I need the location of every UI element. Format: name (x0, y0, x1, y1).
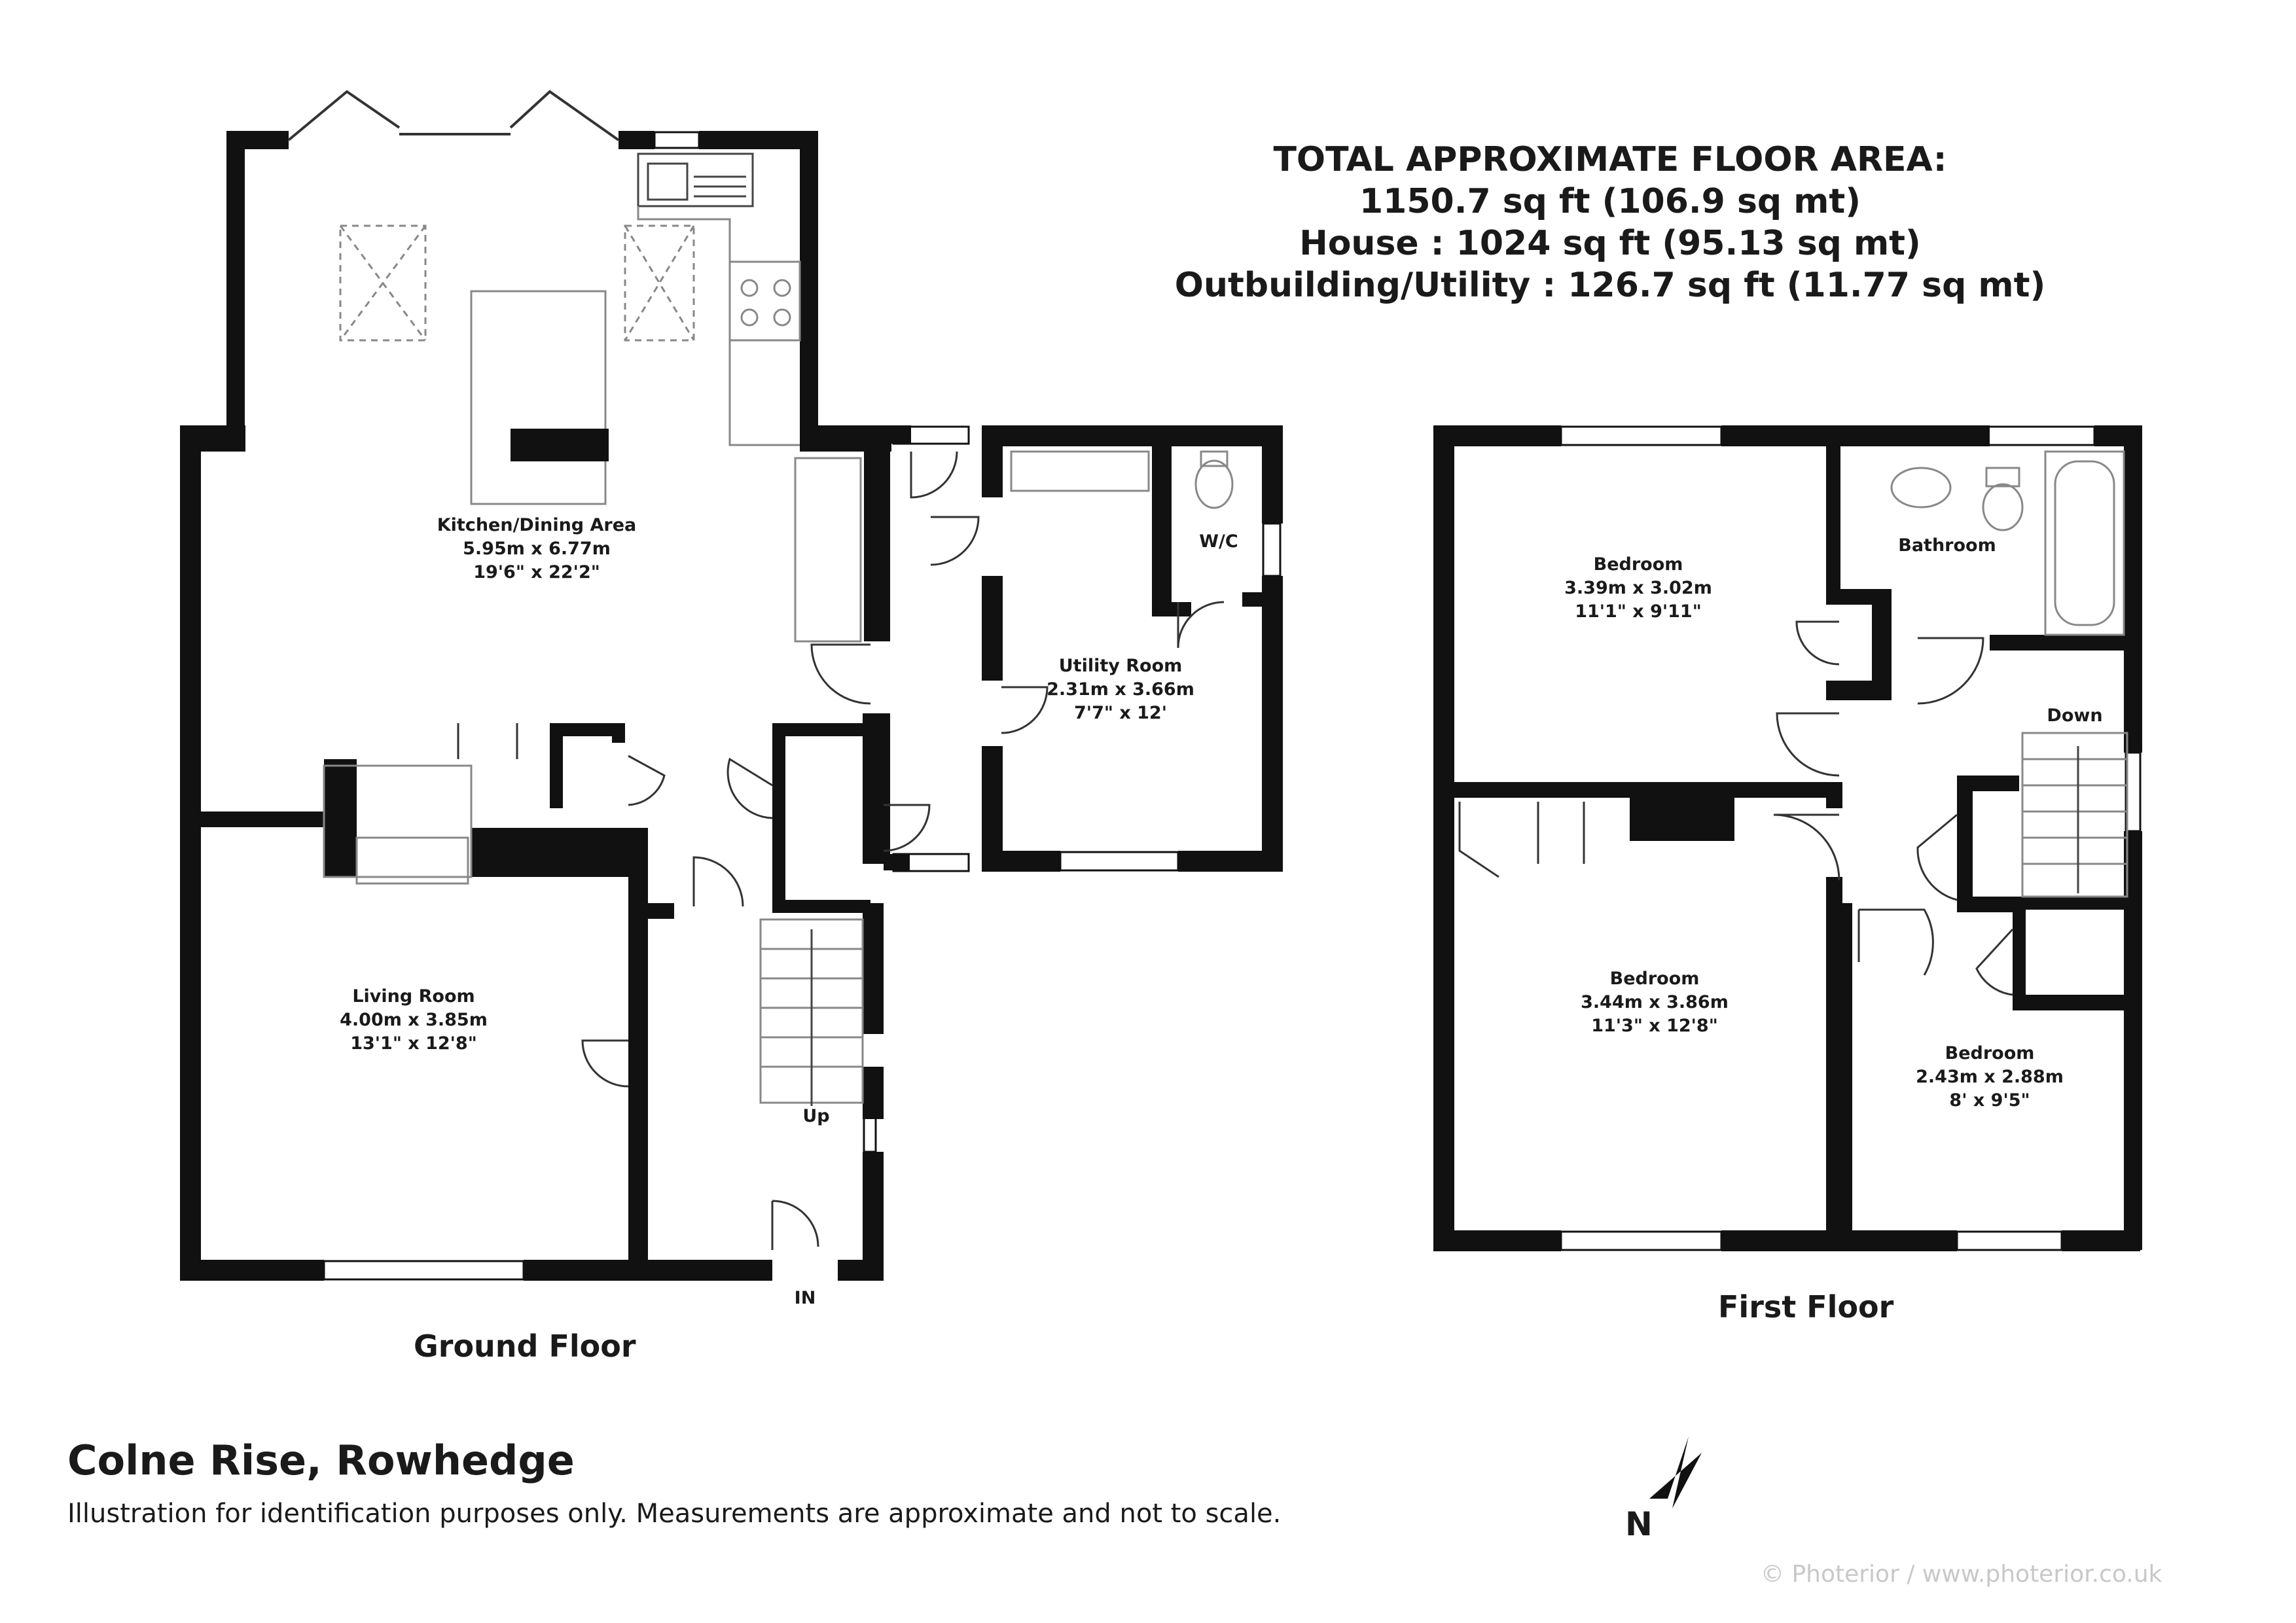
first-floor-plan (1433, 425, 2142, 1251)
room-imperial: 13'1" x 12'8" (350, 1033, 477, 1054)
room-living (340, 985, 488, 1056)
area-title: TOTAL APPROXIMATE FLOOR AREA: (1273, 140, 1947, 179)
room-bedroom-2 (1581, 967, 1729, 1038)
room-bedroom-1 (1564, 553, 1712, 624)
disclaimer-text: Illustration for identification purposes only. Measurements are approximate and not to scale. (67, 1499, 1282, 1529)
photographer-credit: © Photerior / www.photerior.co.uk (1761, 1561, 2162, 1588)
room-metric: 5.95m x 6.77m (463, 539, 611, 559)
entrance-label: IN (794, 1288, 816, 1308)
room-name: Kitchen/Dining Area (437, 515, 637, 535)
property-address: Colne Rise, Rowhedge (67, 1436, 575, 1484)
first-floor-doors (1460, 622, 2013, 995)
room-imperial: 19'6" x 22'2" (473, 562, 600, 582)
room-metric: 3.39m x 3.02m (1564, 578, 1712, 598)
bathroom-fixtures (1892, 452, 2127, 897)
stairs-up-label: Up (802, 1106, 830, 1126)
floor-area-summary (1021, 139, 2199, 306)
bifold-doors (289, 92, 619, 140)
north-arrow-icon (1649, 1436, 1702, 1508)
room-imperial: 11'3" x 12'8" (1591, 1016, 1718, 1036)
room-imperial: 11'1" x 9'11" (1575, 601, 1702, 622)
room-utility (1047, 654, 1194, 725)
room-name: Bedroom (1945, 1043, 2035, 1063)
ground-floor-label: Ground Floor (414, 1329, 636, 1364)
area-outbuilding: Outbuilding/Utility : 126.7 sq ft (11.77 sq mt) (1174, 266, 2046, 305)
area-house: House : 1024 sq ft (95.13 sq mt) (1299, 224, 1921, 263)
room-metric: 2.43m x 2.88m (1916, 1067, 2064, 1087)
room-kitchen-dining (437, 514, 637, 584)
room-name: Bedroom (1609, 969, 1700, 989)
room-imperial: 7'7" x 12' (1074, 703, 1167, 723)
stairs-down-label: Down (2047, 705, 2103, 726)
room-metric: 3.44m x 3.86m (1581, 992, 1729, 1012)
room-imperial: 8' x 9'5" (1949, 1090, 2030, 1111)
room-metric: 2.31m x 3.66m (1047, 679, 1194, 700)
kitchen-island-hob (511, 429, 609, 461)
area-total: 1150.7 sq ft (106.9 sq mt) (1359, 182, 1861, 221)
room-wc: W/C (1199, 531, 1238, 552)
room-name: Utility Room (1058, 656, 1183, 676)
room-bedroom-3 (1916, 1042, 2064, 1113)
room-bathroom: Bathroom (1898, 535, 1996, 556)
room-name: Bedroom (1593, 554, 1683, 575)
room-metric: 4.00m x 3.85m (340, 1010, 488, 1030)
room-name: Living Room (352, 986, 475, 1007)
first-floor-label: First Floor (1718, 1289, 1894, 1325)
north-label: N (1625, 1505, 1653, 1543)
